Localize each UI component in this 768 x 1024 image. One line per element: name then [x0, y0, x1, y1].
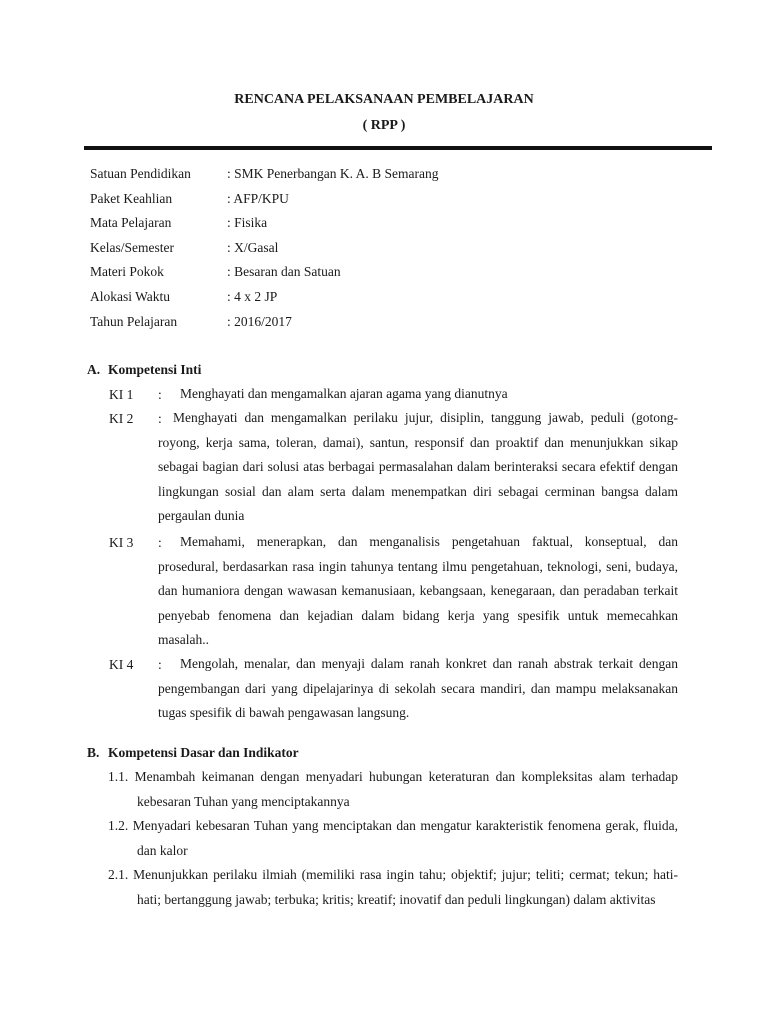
section-heading-kompetensi-inti — [87, 362, 201, 378]
section-heading-kompetensi-dasar — [87, 745, 299, 761]
section-letter: A. — [87, 362, 101, 377]
kd-item — [108, 863, 678, 912]
header-divider — [84, 146, 712, 150]
identity-label: Paket Keahlian — [90, 191, 173, 206]
ki-text — [158, 382, 678, 407]
ki-code: KI 1 — [109, 387, 134, 402]
identity-label: Materi Pokok — [90, 264, 164, 279]
identity-value: : AFP/KPU — [227, 191, 289, 206]
ki-code: KI 2 — [109, 411, 134, 426]
identity-value: : 4 x 2 JP — [227, 289, 278, 304]
kd-text-content: Menunjukkan perilaku ilmiah (memiliki rasa ingin tahu; objektif; jujur; teliti; cermat; tekun; hati-hati; bertanggung jawab; terbuka; kritis; kreatif; inovatif dan peduli lingkungan) dalam aktivitas — [133, 867, 679, 907]
section-title: Kompetensi Dasar dan Indikator — [108, 745, 299, 760]
kd-item — [108, 814, 678, 863]
kd-item — [108, 765, 678, 814]
document-subtitle: ( RPP ) — [362, 118, 406, 133]
identity-value: : 2016/2017 — [227, 314, 292, 329]
ki-text-content: Menghayati dan mengamalkan ajaran agama yang dianutnya — [180, 386, 508, 401]
ki-text-content: Mengolah, menalar, dan menyaji dalam ranah konkret dan ranah abstrak terkait dengan pengembangan dari yang dipelajarinya di sekolah secara mandiri, dan mampu melaksanakan tugas spesifik di bawah pengawasan langsung. — [158, 656, 678, 720]
identity-value: : X/Gasal — [227, 240, 279, 255]
ki-code: KI 4 — [109, 657, 134, 672]
identity-label: Alokasi Waktu — [90, 289, 171, 304]
identity-value: : Besaran dan Satuan — [227, 264, 341, 279]
ki-colon: : — [158, 535, 162, 550]
kd-text-content: Menambah keimanan dengan menyadari hubungan keteraturan dan kompleksitas alam terhadap kebesaran Tuhan yang menciptakannya — [134, 769, 679, 809]
kd-number: 1.1. — [108, 769, 129, 784]
section-letter: B. — [87, 745, 100, 760]
ki-code: KI 3 — [109, 535, 134, 550]
document-title: RENCANA PELAKSANAAN PEMBELAJARAN — [234, 92, 534, 107]
identity-value: : SMK Penerbangan K. A. B Semarang — [227, 166, 439, 181]
ki-colon: : — [158, 387, 162, 402]
ki-colon: : — [158, 411, 162, 426]
section-title: Kompetensi Inti — [108, 362, 202, 377]
kd-number: 2.1. — [108, 867, 129, 882]
ki-colon: : — [158, 657, 162, 672]
ki-text-content: Menghayati dan mengamalkan perilaku jujur, disiplin, tanggung jawab, peduli (gotong-royong, kerja sama, toleran, damai), santun, responsif dan proaktif dan menunjukkan sikap sebagai bagian dari solusi atas berbagai permasalahan dalam berinteraksi secara efektif dengan lingkungan sosial dan alam serta dalam menempatkan diri sebagai cerminan bangsa dalam pergaulan dunia — [158, 410, 678, 523]
identity-label: Mata Pelajaran — [90, 215, 172, 230]
ki-text — [158, 530, 678, 653]
identity-value: : Fisika — [227, 215, 268, 230]
identity-label: Tahun Pelajaran — [90, 314, 178, 329]
ki-text-content: Memahami, menerapkan, dan menganalisis pengetahuan faktual, konseptual, dan prosedural, berdasarkan rasa ingin tahunya tentang ilmu pengetahuan, teknologi, seni, budaya, dan humaniora dengan wawasan kemanusiaan, kebangsaan, kenegaraan, dan peradaban terkait penyebab fenomena dan kejadian dalam bidang kerja yang spesifik untuk memecahkan masalah.. — [158, 534, 678, 647]
ki-text — [158, 406, 678, 529]
kd-text-content: Menyadari kebesaran Tuhan yang menciptakan dan mengatur karakteristik fenomena gerak, fluida, dan kalor — [132, 818, 679, 858]
ki-text — [158, 652, 678, 726]
kd-number: 1.2. — [108, 818, 129, 833]
identity-label: Kelas/Semester — [90, 240, 174, 255]
identity-label: Satuan Pendidikan — [90, 166, 191, 181]
